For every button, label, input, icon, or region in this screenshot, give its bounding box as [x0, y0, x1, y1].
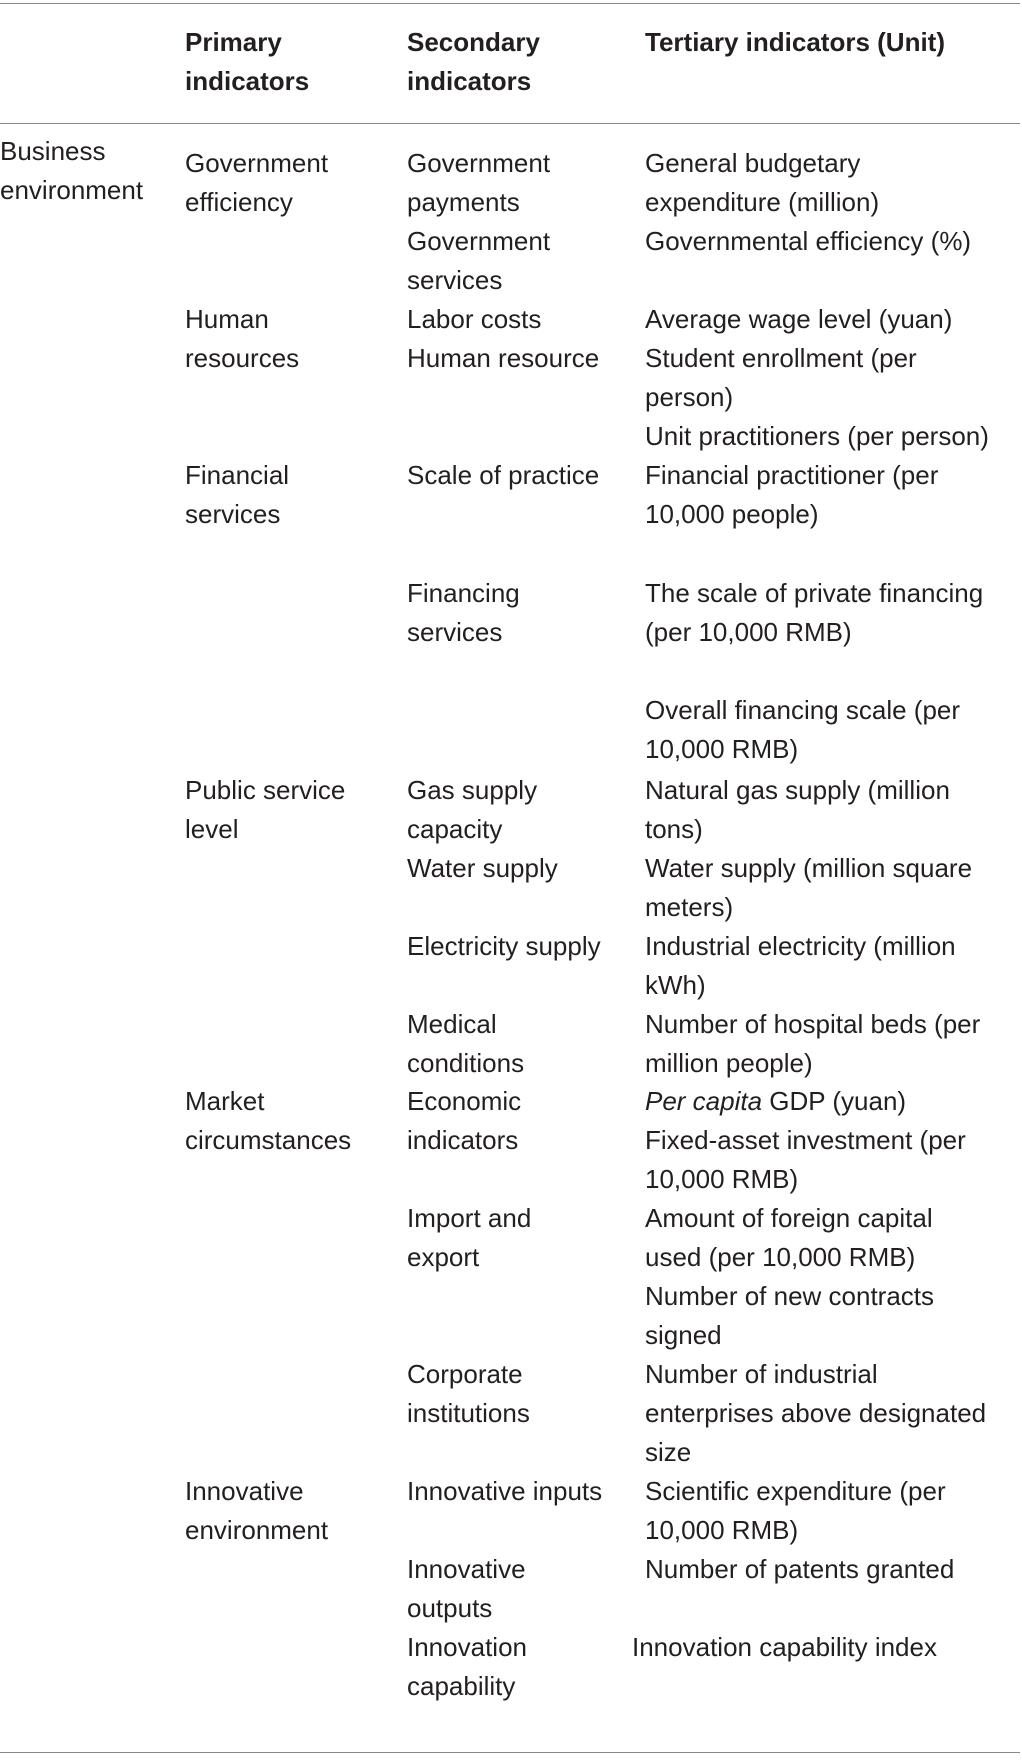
tertiary-student-enrollment: Student enrollment (per person): [645, 343, 917, 412]
secondary-human-resource: Human resource: [407, 343, 600, 373]
primary-financial-services: Financial services: [185, 460, 290, 529]
primary-government-efficiency: Government efficiency: [185, 148, 329, 217]
secondary-gas-supply-capacity: Gas supply capacity: [407, 775, 538, 844]
tertiary-average-wage-level: Average wage level (yuan): [645, 304, 953, 334]
table-top-rule: [0, 3, 1020, 4]
tertiary-natural-gas-supply: Natural gas supply (million tons): [645, 775, 950, 844]
tertiary-scientific-expenditure: Scientific expenditure (per 10,000 RMB): [645, 1476, 946, 1545]
secondary-labor-costs: Labor costs: [407, 304, 542, 334]
per-capita-italic: Per capita: [645, 1086, 763, 1116]
secondary-government-payments: Government payments: [407, 148, 551, 217]
tertiary-water-supply: Water supply (million square meters): [645, 853, 973, 922]
tertiary-per-capita-gdp: [645, 1082, 906, 1121]
tertiary-industrial-enterprises: Number of industrial enterprises above designated size: [645, 1359, 987, 1467]
secondary-electricity-supply: Electricity supply: [407, 931, 601, 961]
secondary-corporate-institutions: Corporate institutions: [407, 1359, 530, 1428]
gdp-yuan-text: GDP (yuan): [762, 1086, 907, 1116]
table-bottom-rule: [0, 1752, 1020, 1753]
secondary-import-and-export: Import and export: [407, 1203, 532, 1272]
tertiary-fixed-asset-investment: Fixed-asset investment (per 10,000 RMB): [645, 1125, 966, 1194]
tertiary-overall-financing-scale: Overall financing scale (per 10,000 RMB): [645, 695, 961, 764]
tertiary-unit-practitioners: Unit practitioners (per person): [645, 421, 989, 451]
primary-innovative-environment: Innovative environment: [185, 1476, 329, 1545]
secondary-government-services: Government services: [407, 226, 551, 295]
tertiary-general-budgetary-expenditure: General budgetary expenditure (million): [645, 148, 880, 217]
tertiary-new-contracts-signed: Number of new contracts signed: [645, 1281, 935, 1350]
header-secondary: Secondary indicators: [407, 27, 540, 96]
secondary-medical-conditions: Medical conditions: [407, 1009, 525, 1078]
tertiary-hospital-beds: Number of hospital beds (per million people): [645, 1009, 981, 1078]
tertiary-foreign-capital-used: Amount of foreign capital used (per 10,000 RMB): [645, 1203, 933, 1272]
tertiary-industrial-electricity: Industrial electricity (million kWh): [645, 931, 956, 1000]
primary-public-service-level: Public service level: [185, 775, 346, 844]
tertiary-private-financing-scale: The scale of private financing (per 10,000 RMB): [645, 578, 984, 647]
header-tertiary: Tertiary indicators (Unit): [645, 27, 946, 57]
secondary-innovation-capability: Innovation capability: [407, 1632, 527, 1701]
secondary-innovative-outputs: Innovative outputs: [407, 1554, 526, 1623]
primary-human-resources: Human resources: [185, 304, 300, 373]
table-header-rule: [0, 123, 1020, 124]
secondary-economic-indicators: Economic indicators: [407, 1086, 522, 1155]
tertiary-governmental-efficiency: Governmental efficiency (%): [645, 226, 972, 256]
secondary-water-supply: Water supply: [407, 853, 558, 883]
header-primary: Primary indicators: [185, 27, 310, 96]
tertiary-financial-practitioner: Financial practitioner (per 10,000 people): [645, 460, 939, 529]
tertiary-innovation-capability-index: Innovation capability index: [632, 1632, 937, 1662]
category-business-environment: Business environment: [0, 136, 144, 205]
secondary-financing-services: Financing services: [407, 578, 520, 647]
secondary-innovative-inputs: Innovative inputs: [407, 1476, 603, 1506]
primary-market-circumstances: Market circumstances: [185, 1086, 352, 1155]
secondary-scale-of-practice: Scale of practice: [407, 460, 600, 490]
tertiary-patents-granted: Number of patents granted: [645, 1554, 955, 1584]
